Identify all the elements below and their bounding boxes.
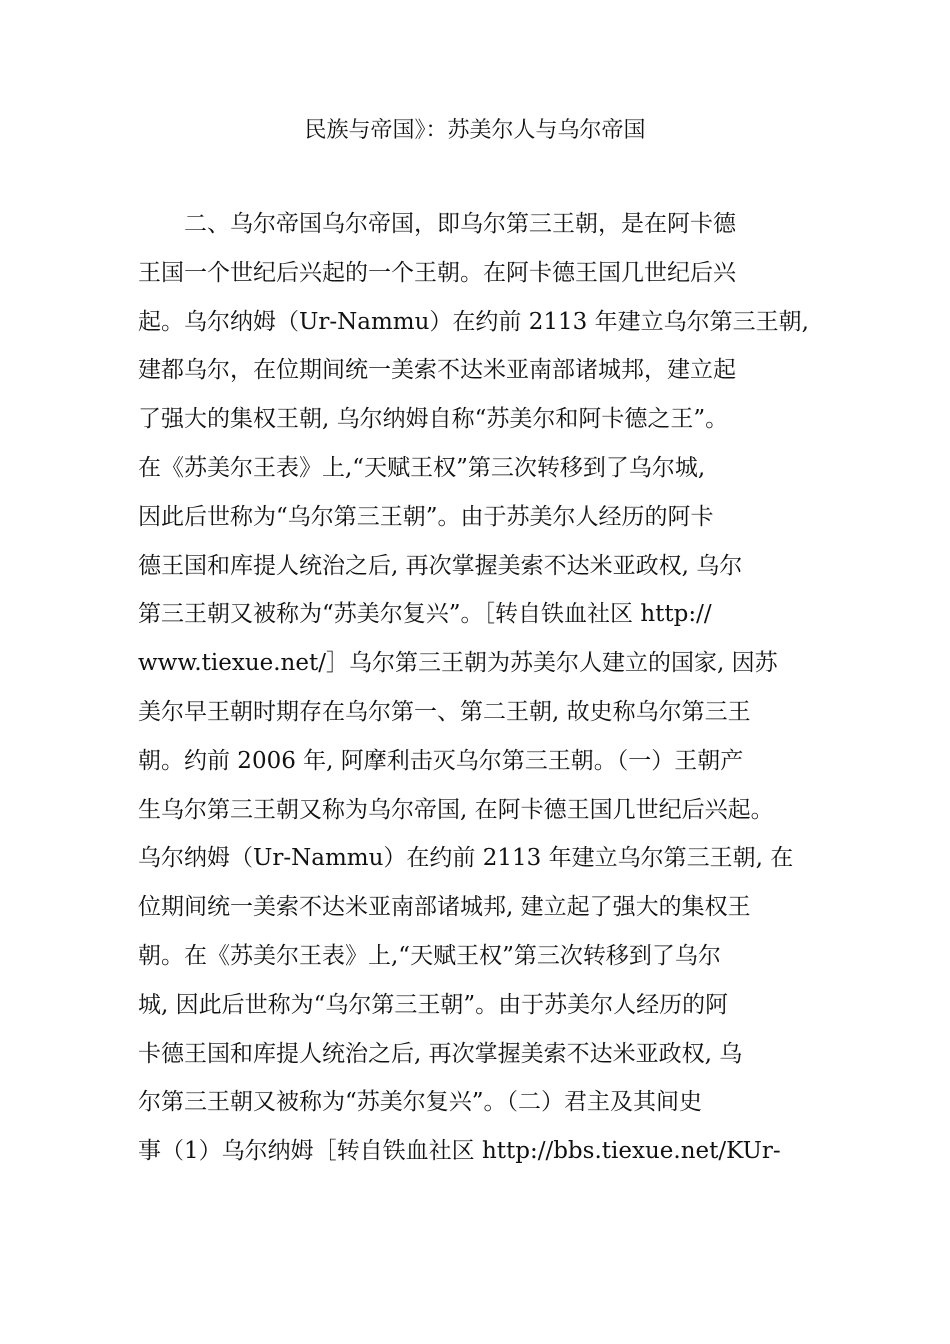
text-line-20: 事（1）乌尔纳姆［转自铁血社区 http://bbs.tiexue.net/KUr- [138,1138,781,1165]
text-line-18: 卡德王国和库提人统治之后, 再次掌握美索不达米亚政权, 乌 [138,1040,743,1067]
text-line-16: 朝。在《苏美尔王表》上,“天赋王权”第三次转移到了乌尔 [138,942,721,969]
body-text [138,205,828,1181]
text-line-4: 建都乌尔，在位期间统一美索不达米亚南部诸城邦，建立起 [138,357,736,384]
text-line-3: 起。乌尔纳姆（Ur-Nammu）在约前 2113 年建立乌尔第三王朝, [138,308,809,335]
page-title: 民族与帝国》：苏美尔人与乌尔帝国 [304,118,646,143]
text-line-9: 第三王朝又被称为“苏美尔复兴”。［转自铁血社区 http:// [138,601,712,628]
text-line-12: 朝。约前 2006 年, 阿摩利击灭乌尔第三王朝。（一）王朝产 [138,747,744,774]
text-line-6: 在《苏美尔王表》上,“天赋王权”第三次转移到了乌尔城, [138,454,706,481]
text-line-14: 乌尔纳姆（Ur-Nammu）在约前 2113 年建立乌尔第三王朝, 在 [138,845,794,872]
text-line-10: www.tiexue.net/］乌尔第三王朝为苏美尔人建立的国家, 因苏 [138,650,778,677]
text-line-1: 二、乌尔帝国乌尔帝国，即乌尔第三王朝，是在阿卡德 [138,211,736,237]
text-line-7: 因此后世称为“乌尔第三王朝”。由于苏美尔人经历的阿卡 [138,503,714,530]
text-line-5: 了强大的集权王朝, 乌尔纳姆自称“苏美尔和阿卡德之王”。 [138,406,729,433]
text-line-13: 生乌尔第三王朝又称为乌尔帝国, 在阿卡德王国几世纪后兴起。 [138,796,774,823]
text-line-11: 美尔早王朝时期存在乌尔第一、第二王朝, 故史称乌尔第三王 [138,698,751,725]
text-line-15: 位期间统一美索不达米亚南部诸城邦, 建立起了强大的集权王 [138,894,751,921]
text-line-17: 城, 因此后世称为“乌尔第三王朝”。由于苏美尔人经历的阿 [138,991,729,1018]
text-line-2: 王国一个世纪后兴起的一个王朝。在阿卡德王国几世纪后兴 [138,259,736,286]
text-line-19: 尔第三王朝又被称为“苏美尔复兴”。（二）君主及其间史 [138,1089,703,1116]
text-line-8: 德王国和库提人统治之后, 再次掌握美索不达米亚政权, 乌尔 [138,552,743,579]
